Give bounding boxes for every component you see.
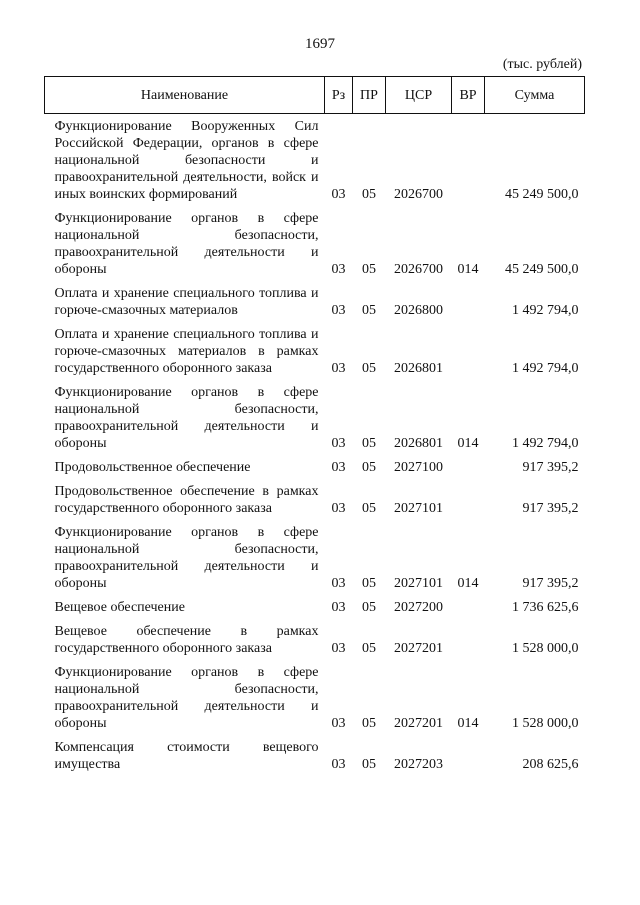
header-pr: ПР xyxy=(353,77,386,114)
table-row xyxy=(45,206,585,281)
cell-name: Вещевое обеспечение в рамках государственного оборонного заказа xyxy=(54,624,319,656)
header-sum: Сумма xyxy=(485,77,585,114)
cell-pr: 05 xyxy=(362,501,376,516)
cell-vr: 014 xyxy=(457,576,479,591)
cell-rz: 03 xyxy=(331,757,346,772)
table-row xyxy=(45,520,585,595)
cell-name: Функционирование органов в сфере национальной безопасности, правоохранительной деятельности и обороны xyxy=(54,385,319,451)
cell-pr: 05 xyxy=(362,716,376,731)
cell-vr xyxy=(452,281,485,322)
table-row xyxy=(45,322,585,380)
cell-csr: 2027101 xyxy=(394,501,443,516)
cell-vr xyxy=(452,595,485,619)
table-header xyxy=(45,77,585,114)
cell-vr: 014 xyxy=(457,436,479,451)
cell-name: Функционирование органов в сфере национальной безопасности, правоохранительной деятельности и обороны xyxy=(54,211,319,277)
cell-sum: 1 492 794,0 xyxy=(512,303,579,318)
header-name: Наименование xyxy=(45,77,325,114)
cell-csr: 2026700 xyxy=(394,262,443,277)
cell-rz: 03 xyxy=(331,187,346,202)
budget-table xyxy=(44,76,585,776)
cell-csr: 2027201 xyxy=(394,641,443,656)
table-row xyxy=(45,735,585,776)
cell-name: Оплата и хранение специального топлива и горюче-смазочных материалов xyxy=(54,286,319,318)
page-number: 1697 xyxy=(305,36,335,52)
cell-vr xyxy=(452,735,485,776)
cell-sum: 917 395,2 xyxy=(522,460,579,475)
cell-pr: 05 xyxy=(362,600,376,615)
cell-sum: 45 249 500,0 xyxy=(505,262,579,277)
table-row xyxy=(45,114,585,207)
cell-vr: 014 xyxy=(457,262,479,277)
cell-sum: 208 625,6 xyxy=(522,757,579,772)
cell-name: Функционирование органов в сфере национальной безопасности, правоохранительной деятельности и обороны xyxy=(54,525,319,591)
cell-name: Функционирование органов в сфере национальной безопасности, правоохранительной деятельности и обороны xyxy=(54,665,319,731)
cell-rz: 03 xyxy=(331,262,346,277)
cell-vr xyxy=(452,455,485,479)
cell-vr xyxy=(452,114,485,207)
cell-vr xyxy=(452,619,485,660)
table-row xyxy=(45,380,585,455)
cell-pr: 05 xyxy=(362,757,376,772)
cell-vr xyxy=(452,479,485,520)
table-row xyxy=(45,281,585,322)
table-row xyxy=(45,479,585,520)
table-row xyxy=(45,595,585,619)
cell-name: Функционирование Вооруженных Сил Российской Федерации, органов в сфере национальной безопасности и правоохранительной деятельности, войск и иных воинских формирований xyxy=(54,119,319,202)
header-csr: ЦСР xyxy=(386,77,452,114)
cell-pr: 05 xyxy=(362,460,376,475)
cell-name: Продовольственное обеспечение xyxy=(54,460,251,475)
cell-sum: 1 528 000,0 xyxy=(512,716,579,731)
cell-pr: 05 xyxy=(362,361,376,376)
cell-sum: 917 395,2 xyxy=(522,576,579,591)
table-row xyxy=(45,455,585,479)
cell-rz: 03 xyxy=(331,361,346,376)
cell-csr: 2026800 xyxy=(394,303,443,318)
cell-sum: 1 528 000,0 xyxy=(512,641,579,656)
cell-rz: 03 xyxy=(331,576,346,591)
cell-pr: 05 xyxy=(362,187,376,202)
cell-rz: 03 xyxy=(331,303,346,318)
cell-csr: 2027100 xyxy=(394,460,443,475)
cell-csr: 2026700 xyxy=(394,187,443,202)
cell-sum: 917 395,2 xyxy=(522,501,579,516)
cell-csr: 2027201 xyxy=(394,716,443,731)
units-label: (тыс. рублей) xyxy=(502,57,582,72)
cell-rz: 03 xyxy=(331,641,346,656)
cell-name: Оплата и хранение специального топлива и горюче-смазочных материалов в рамках государственного оборонного заказа xyxy=(54,327,319,376)
cell-sum: 1 492 794,0 xyxy=(512,361,579,376)
cell-vr: 014 xyxy=(457,716,479,731)
cell-rz: 03 xyxy=(331,600,346,615)
cell-name: Продовольственное обеспечение в рамках государственного оборонного заказа xyxy=(54,484,319,516)
table-row xyxy=(45,619,585,660)
cell-vr xyxy=(452,322,485,380)
cell-rz: 03 xyxy=(331,460,346,475)
cell-pr: 05 xyxy=(362,303,376,318)
header-rz: Рз xyxy=(325,77,353,114)
cell-name: Вещевое обеспечение xyxy=(54,600,185,615)
cell-rz: 03 xyxy=(331,436,346,451)
cell-sum: 1 492 794,0 xyxy=(512,436,579,451)
cell-sum: 45 249 500,0 xyxy=(505,187,579,202)
table-row xyxy=(45,660,585,735)
header-vr: ВР xyxy=(452,77,485,114)
cell-pr: 05 xyxy=(362,641,376,656)
cell-csr: 2026801 xyxy=(394,361,443,376)
cell-csr: 2026801 xyxy=(394,436,443,451)
cell-csr: 2027203 xyxy=(394,757,443,772)
cell-rz: 03 xyxy=(331,716,346,731)
cell-rz: 03 xyxy=(331,501,346,516)
cell-pr: 05 xyxy=(362,576,376,591)
cell-pr: 05 xyxy=(362,262,376,277)
cell-sum: 1 736 625,6 xyxy=(512,600,579,615)
table-body xyxy=(45,114,585,777)
cell-pr: 05 xyxy=(362,436,376,451)
cell-csr: 2027200 xyxy=(394,600,443,615)
cell-csr: 2027101 xyxy=(394,576,443,591)
cell-name: Компенсация стоимости вещевого имущества xyxy=(54,740,319,772)
